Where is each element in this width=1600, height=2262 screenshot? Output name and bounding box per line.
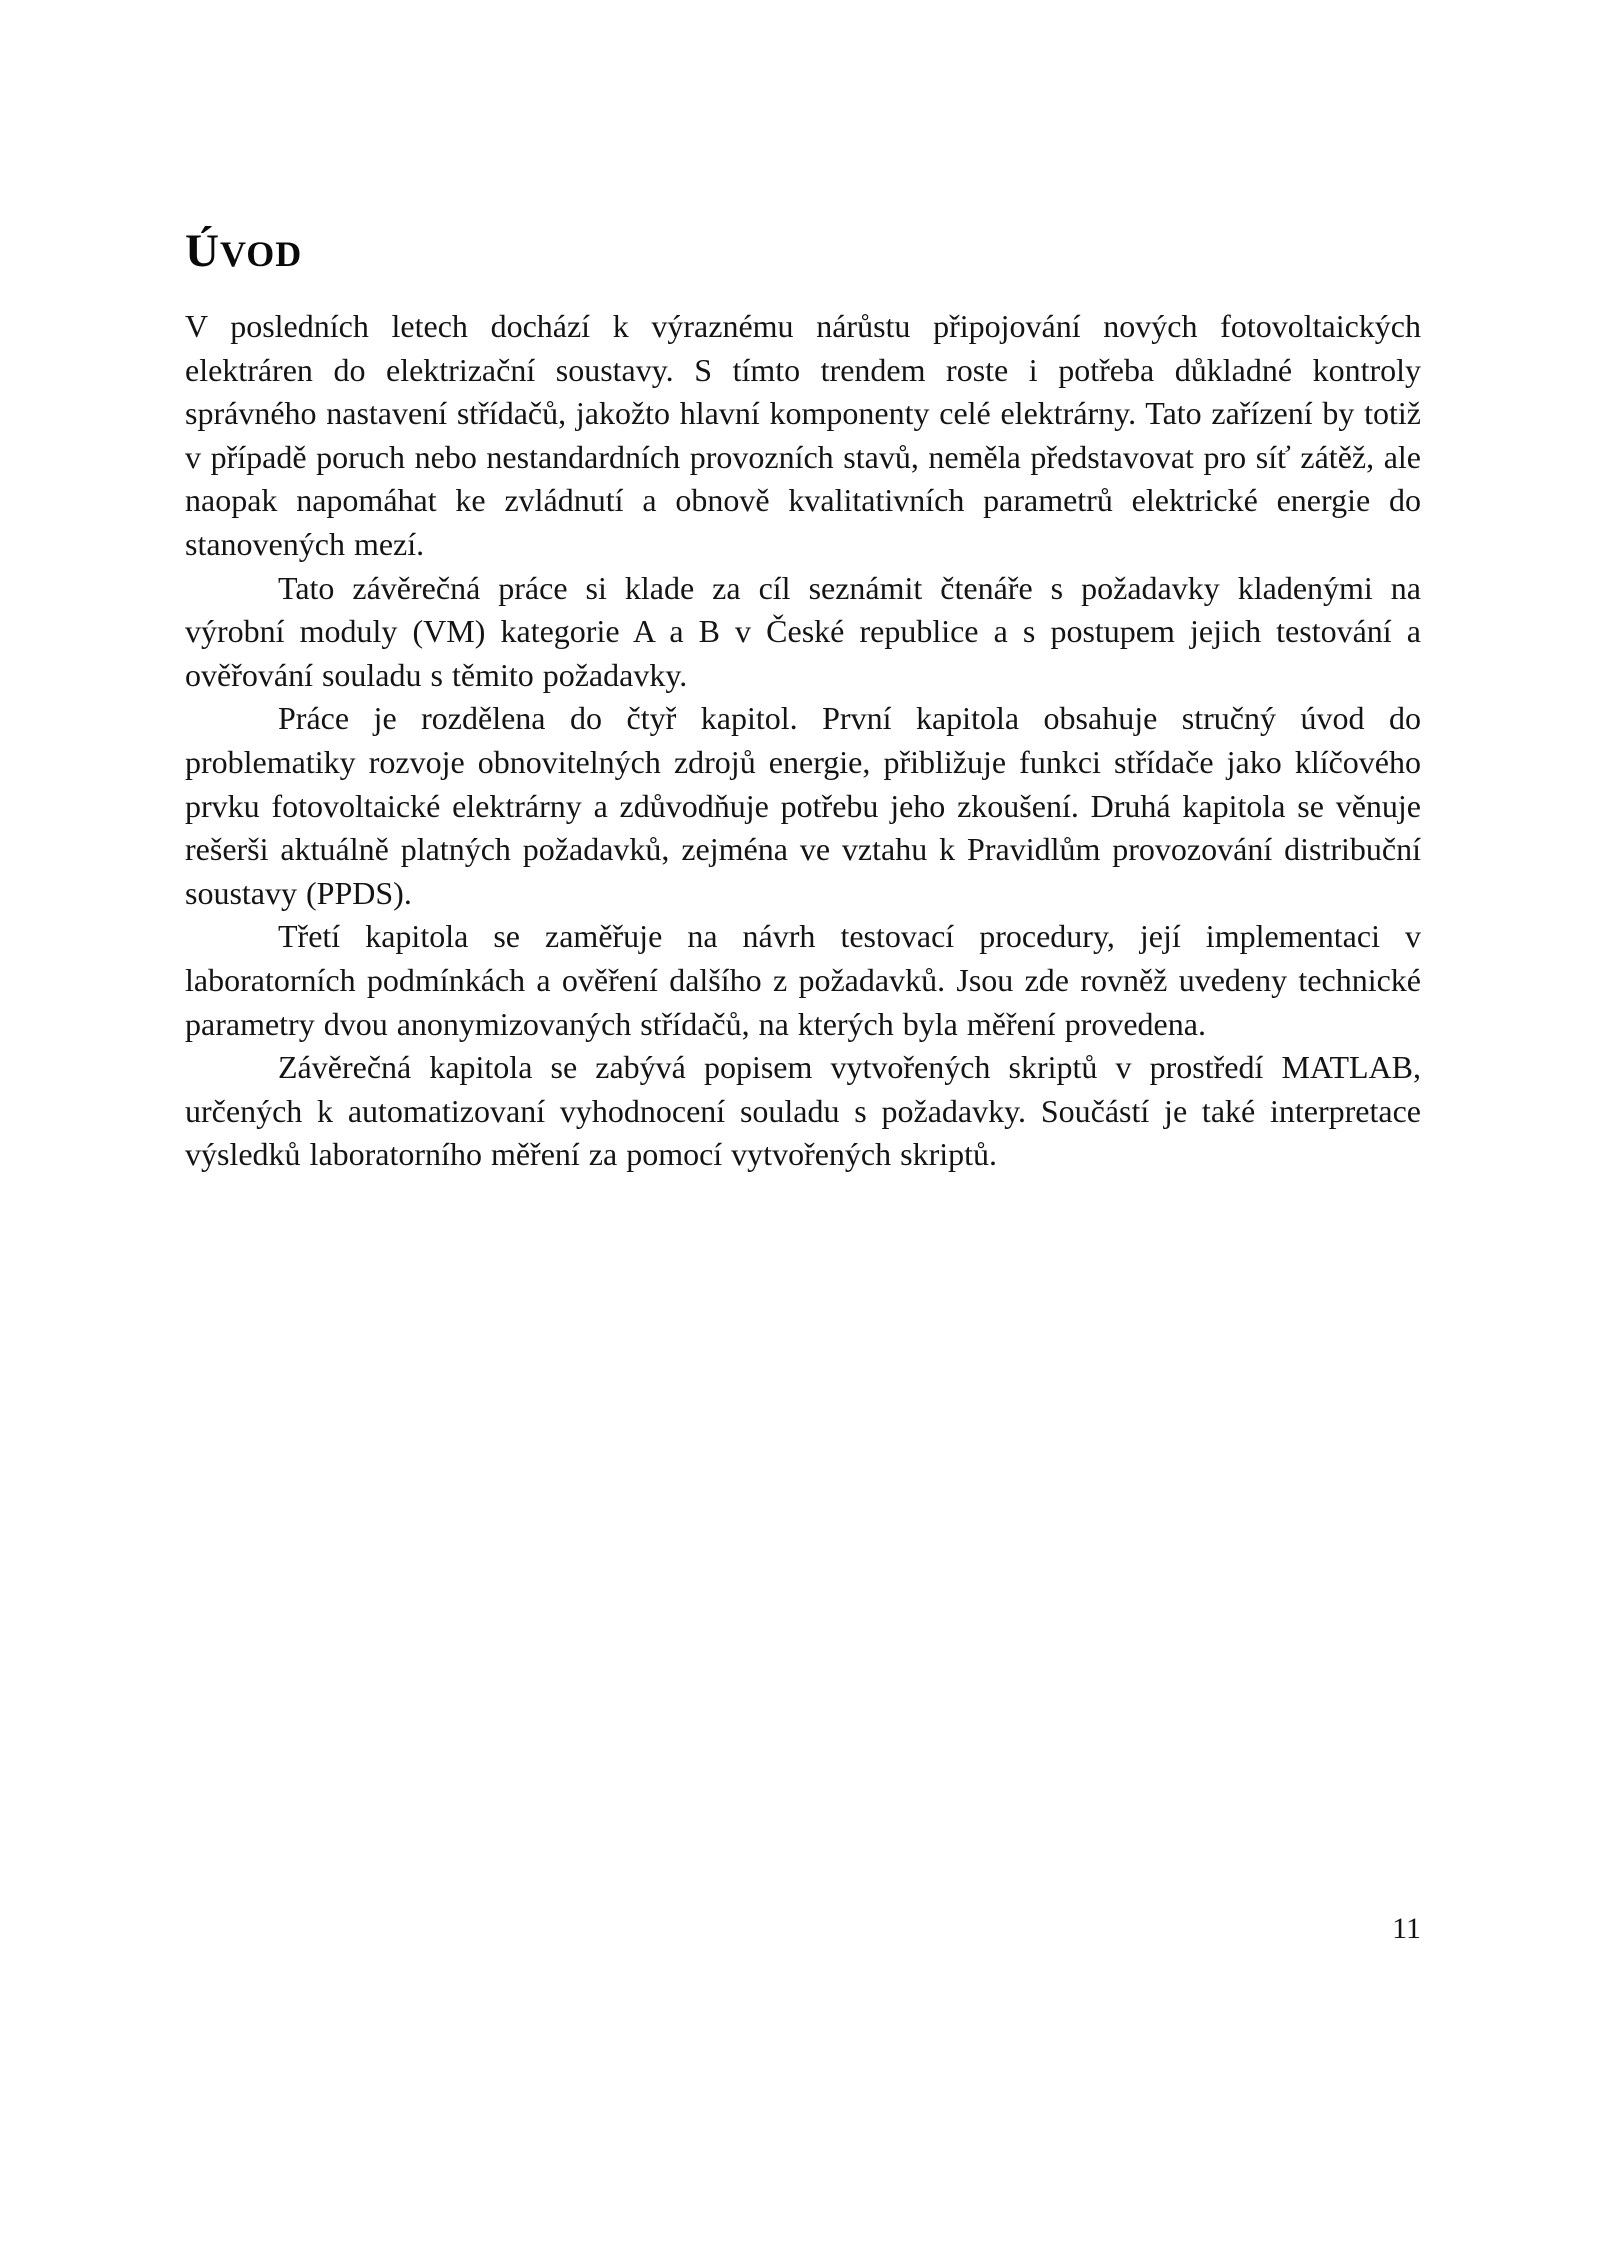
paragraph-intro: V posledních letech dochází k výraznému nárůstu připojování nových fotovoltaických elektráren do elektrizační soustavy. S tímto trendem roste i potřeba důkladné kontroly správného nastavení střídačů, jakožto hlavní komponenty celé elektrárny. Tato zařízení by totiž v případě poruch nebo nestandardních provozních stavů, neměla představovat pro síť zátěž, ale naopak napomáhat ke zvládnutí a obnově kvalitativních parametrů elektrické energie do stanovených mezí. <box>185 308 1421 562</box>
page-number: 11 <box>1392 1912 1421 1945</box>
paragraph-structure-ch1-ch2: Práce je rozdělena do čtyř kapitol. První kapitola obsahuje stručný úvod do problematiky rozvoje obnovitelných zdrojů energie, přibližuje funkci střídače jako klíčového prvku fotovoltaické elektrárny a zdůvodňuje potřebu jeho zkoušení. Druhá kapitola se věnuje rešerši aktuálně platných požadavků, zejména ve vztahu k Pravidlům provozování distribuční soustavy (PPDS). <box>185 700 1421 911</box>
chapter-title-smallcaps: VOD <box>219 234 303 274</box>
chapter-title-initial: Ú <box>185 225 220 277</box>
paragraph-thesis-goal: Tato závěrečná práce si klade za cíl seznámit čtenáře s požadavky kladenými na výrobní moduly (VM) kategorie A a B v České republice a s postupem jejich testování a ověřování souladu s těmito požadavky. <box>185 569 1421 693</box>
page-content <box>185 225 1421 1177</box>
body-text <box>185 305 1421 1177</box>
chapter-title <box>185 225 1421 277</box>
paragraph-ch3: Třetí kapitola se zaměřuje na návrh testovací procedury, její implementaci v laboratorních podmínkách a ověření dalšího z požadavků. Jsou zde rovněž uvedeny technické parametry dvou anonymizovaných střídačů, na kterých byla měření provedena. <box>185 918 1421 1042</box>
paragraph-ch4: Závěrečná kapitola se zabývá popisem vytvořených skriptů v prostředí MATLAB, určených k automatizovaní vyhodnocení souladu s požadavky. Součástí je také interpretace výsledků laboratorního měření za pomocí vytvořených skriptů. <box>185 1049 1421 1173</box>
